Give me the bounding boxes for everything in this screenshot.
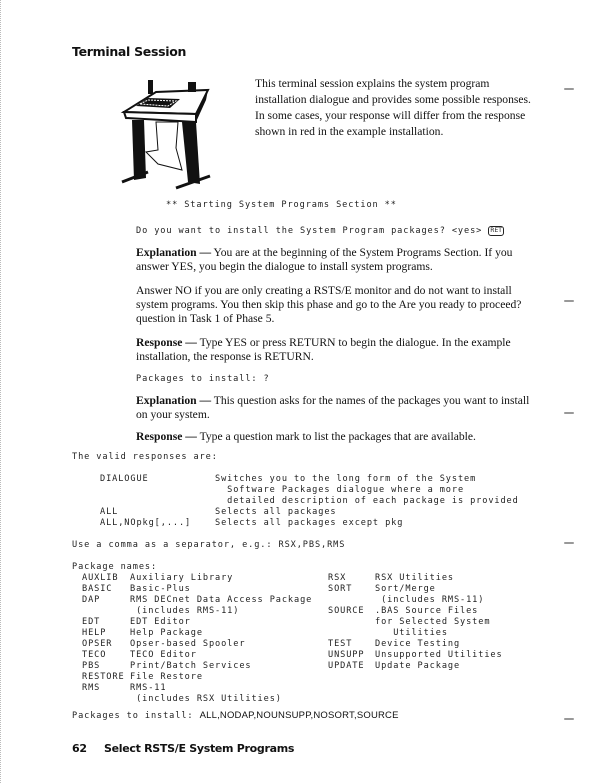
response-option-key: ALL,NOpkg[,...] (100, 518, 192, 528)
explanation-text: This question asks for the names of the packages you want to install on your system. (136, 394, 530, 421)
response-label: Response — (136, 430, 197, 443)
package-name: EDT (82, 617, 101, 627)
package-name: UNSUPP (328, 650, 365, 660)
package-description: .BAS Source Files (375, 606, 479, 616)
package-description: Sort/Merge (375, 584, 436, 594)
package-name: RMS (82, 683, 101, 693)
package-description: Unsupported Utilities (375, 650, 503, 660)
response-text: Type a question mark to list the packages that are available. (199, 430, 476, 443)
final-packages-prompt (72, 710, 399, 721)
prompt-text: Packages to install: (72, 711, 194, 721)
package-name: UPDATE (328, 661, 365, 671)
terminal-illustration (118, 70, 248, 190)
response-text: Type YES or press RETURN to begin the dialogue. In the example installation, the response is RETURN. (136, 336, 511, 363)
package-description: Basic-Plus (130, 584, 191, 594)
package-description: for Selected System (375, 617, 491, 627)
package-description: EDT Editor (130, 617, 191, 627)
package-name: SORT (328, 584, 353, 594)
package-name: OPSER (82, 639, 113, 649)
package-description: Utilities (375, 628, 448, 638)
package-description: Opser-based Spooler (130, 639, 246, 649)
packages-prompt: Packages to install: ? (136, 374, 270, 384)
package-description: RMS-11 (130, 683, 167, 693)
explanation-1 (136, 246, 536, 274)
install-prompt (136, 226, 504, 236)
package-description: Print/Batch Services (130, 661, 252, 671)
package-names-header: Package names: (72, 562, 158, 572)
explanation-label: Explanation — (136, 394, 212, 407)
response-option-key: DIALOGUE (100, 474, 149, 484)
response-option-description: detailed description of each package is provided (215, 496, 519, 506)
page-edge (0, 0, 2, 783)
package-name: RSX (328, 573, 347, 583)
page-title: Terminal Session (72, 44, 187, 59)
prompt-text: Do you want to install the System Program packages? <yes> (136, 226, 483, 236)
answer-no-text: Answer NO if you are only creating a RSTS/E monitor and do not want to install system programs. You then skip this phase and go to the Are you ready to proceed? question in Task 1 of Phase 5. (136, 284, 522, 325)
response-option-description: Selects all packages except pkg (215, 518, 404, 528)
explanation-label: Explanation — (136, 246, 212, 259)
package-description: (includes RMS-11) (130, 606, 240, 616)
package-name: DAP (82, 595, 101, 605)
user-response: ALL,NODAP,NOUNSUPP,NOSORT,SOURCE (199, 710, 399, 721)
package-name: HELP (82, 628, 107, 638)
package-description: Help Package (130, 628, 203, 638)
response-option-description: Switches you to the long form of the System (215, 474, 477, 484)
explanation-text: You are at the beginning of the System Programs Section. If you answer YES, you begin the dialogue to install system programs. (136, 246, 513, 273)
package-description: Update Package (375, 661, 461, 671)
package-name: BASIC (82, 584, 113, 594)
response-option-description: Software Packages dialogue where a more (215, 485, 465, 495)
package-description: (includes RSX Utilities) (130, 694, 282, 704)
package-name: AUXLIB (82, 573, 119, 583)
valid-responses-header: The valid responses are: (72, 452, 218, 462)
response-1 (136, 336, 536, 364)
response-label: Response — (136, 336, 197, 349)
page-number: 62 (72, 742, 87, 755)
package-name: PBS (82, 661, 101, 671)
package-description: RSX Utilities (375, 573, 454, 583)
package-description: Device Testing (375, 639, 461, 649)
explanation-2 (136, 394, 536, 422)
response-option-key: ALL (100, 507, 119, 517)
package-description: Auxiliary Library (130, 573, 234, 583)
response-2 (136, 430, 536, 444)
response-option-description: Selects all packages (215, 507, 337, 517)
package-name: TECO (82, 650, 107, 660)
return-key-icon: RET (490, 227, 502, 234)
package-name: SOURCE (328, 606, 365, 616)
section-banner: ** Starting System Programs Section ** (166, 200, 397, 210)
package-name: RESTORE (82, 672, 125, 682)
intro-text: This terminal session explains the system program installation dialogue and provides some possible responses. In some cases, your response will differ from the response shown in red in the example installation. (255, 77, 531, 138)
separator-hint: Use a comma as a separator, e.g.: RSX,PBS,RMS (72, 540, 346, 550)
package-description: TECO Editor (130, 650, 197, 660)
package-description: RMS DECnet Data Access Package (130, 595, 313, 605)
package-name: TEST (328, 639, 353, 649)
package-description: File Restore (130, 672, 203, 682)
footer-section-title: Select RSTS/E System Programs (104, 742, 295, 755)
package-description: (includes RMS-11) (375, 595, 485, 605)
